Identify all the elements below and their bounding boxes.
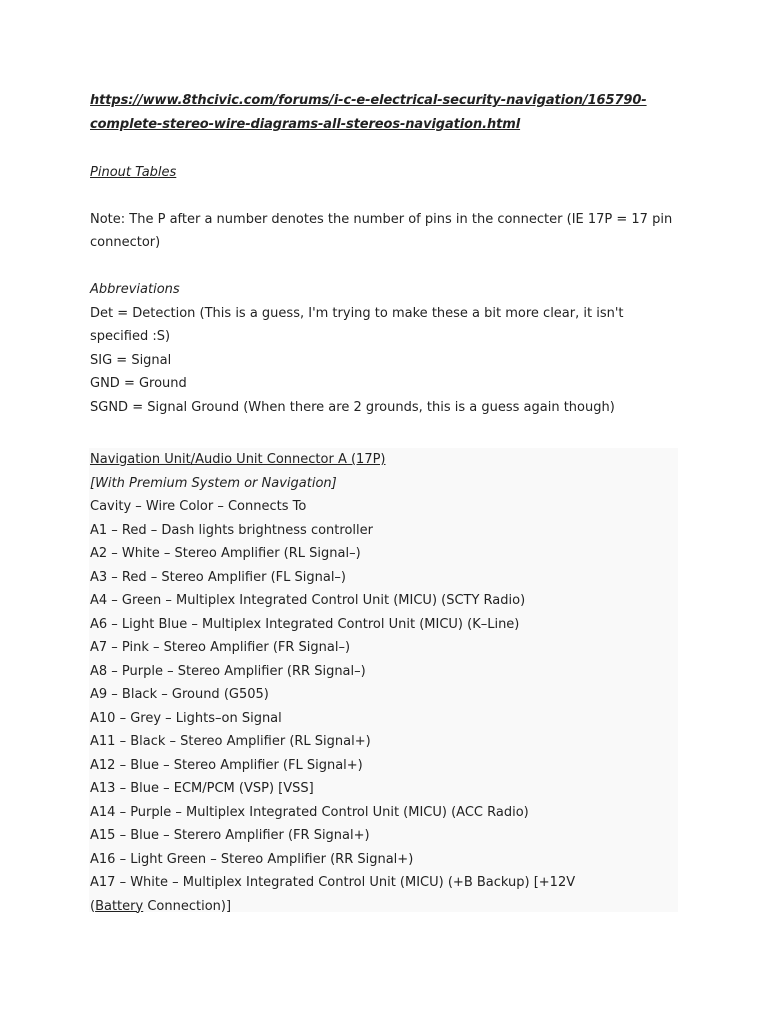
abbrev-det-line-2: specified :S) — [90, 329, 171, 344]
table-row: A10 – Grey – Lights–on Signal — [90, 710, 282, 726]
table-row: A9 – Black – Ground (G505) — [90, 687, 269, 702]
table-row: A4 – Green – Multiplex Integrated Control Unit (MICU) (SCTY Radio) — [90, 593, 526, 608]
source-url-link[interactable] — [90, 89, 690, 137]
abbrev-sgnd: SGND = Signal Ground (When there are 2 grounds, this is a guess again though) — [90, 399, 615, 415]
table-row: A2 – White – Stereo Amplifier (RL Signal–) — [90, 546, 361, 561]
abbrev-gnd: GND = Ground — [90, 376, 187, 391]
table-row: A16 – Light Green – Stereo Amplifier (RR Signal+) — [90, 851, 414, 867]
continuation-suffix: Connection)] — [143, 898, 232, 914]
connector-title: Navigation Unit/Audio Unit Connector A (17P) — [90, 452, 386, 467]
source-url-line-1[interactable]: https://www.8thcivic.com/forums/i-c-e-electrical-security-navigation/165790- — [90, 93, 647, 108]
table-row: A12 – Blue – Stereo Amplifier (FL Signal+) — [90, 757, 363, 773]
note-line-1: Note: The P after a number denotes the number of pins in the connecter (IE 17P = 17 pin — [90, 211, 673, 227]
continuation-prefix: ( — [90, 898, 96, 914]
table-row: A13 – Blue – ECM/PCM (VSP) [VSS] — [90, 781, 314, 796]
abbrev-sig: SIG = Signal — [90, 352, 172, 368]
table-row: A14 – Purple – Multiplex Integrated Control Unit (MICU) (ACC Radio) — [90, 804, 529, 820]
table-row: A8 – Purple – Stereo Amplifier (RR Signal–) — [90, 663, 366, 679]
table-row-continuation — [90, 895, 678, 919]
table-row: A7 – Pink – Stereo Amplifier (FR Signal–) — [90, 640, 351, 655]
connector-subtitle: [With Premium System or Navigation] — [90, 475, 337, 491]
table-row: A3 – Red – Stereo Amplifier (FL Signal–) — [90, 569, 347, 585]
document-body — [90, 89, 690, 419]
battery-link[interactable]: Battery — [95, 898, 144, 914]
note-line-2: connector) — [90, 235, 161, 250]
connector-header: Cavity – Wire Color – Connects To — [90, 499, 307, 514]
table-row: A15 – Blue – Sterero Amplifier (FR Signal+) — [90, 828, 370, 843]
table-row: A6 – Light Blue – Multiplex Integrated Control Unit (MICU) (K–Line) — [90, 616, 520, 632]
abbreviations-title: Abbreviations — [90, 282, 180, 297]
table-row: A17 – White – Multiplex Integrated Control Unit (MICU) (+B Backup) [+12V — [90, 875, 576, 890]
table-row: A11 – Black – Stereo Amplifier (RL Signal+) — [90, 734, 371, 749]
pinout-tables-heading: Pinout Tables — [90, 164, 177, 180]
abbrev-det-line-1: Det = Detection (This is a guess, I'm trying to make these a bit more clear, it isn't — [90, 305, 624, 321]
table-row: A1 – Red – Dash lights brightness controller — [90, 522, 373, 538]
source-url-line-2[interactable]: complete-stereo-wire-diagrams-all-stereos-navigation.html — [90, 117, 521, 132]
connector-a-table — [89, 448, 678, 912]
